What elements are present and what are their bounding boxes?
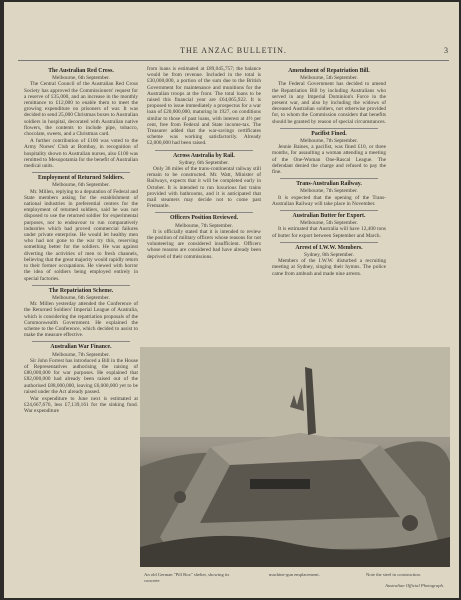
article-title: The Australian Red Cross. [48, 68, 114, 74]
article-employment [24, 175, 138, 281]
pillbox-photograph [140, 347, 450, 567]
article-title: Arrest of I.W.W. Members. [295, 244, 363, 251]
article-paragraph: Sir John Forrest has introduced a Bill in the House of Representatives authorising the raising of £80,000,000 for war purposes. He explained that £82,000,000 had already been raised out of the authorised £88,000,000, leaving £6,000,000 yet to be raised under the Act already passed. [24, 357, 138, 395]
article-title: Employment of Returned Soldiers. [38, 175, 124, 182]
article-divider [32, 341, 130, 342]
article-dateline: Melbourne, 5th September. [300, 75, 358, 82]
article-title: Pacifist Fined. [311, 130, 347, 137]
article-dateline: Melbourne, 7th September. [300, 188, 358, 195]
article-divider [155, 150, 253, 151]
article-war-finance-continued [147, 66, 261, 147]
header-rule [18, 60, 449, 61]
article-paragraph: The Central Council of the Australian Red Cross Society has approved the Commissioners' request for a reserve of £35,000, and an increase in the monthly remittance to £12,000 to enable them to meet the growing expenditure on prisoners of war. It was decided to send 25,000 Christmas boxes to Australian soldiers in hospital, decorated with Australian native flowers, the contents to include pipe, tobacco, chocolate, sweets, and a Christmas card. [24, 81, 138, 138]
article-paragraph: Mr. Millen yesterday attended the Conference of the Returned Soldiers' Imperial League of Australia, which is considering the repatriation proposals of the Commonwealth Government. He explained the scheme to the Conference, which decided to assist to make the measure effective. [24, 301, 138, 339]
article-divider [280, 128, 378, 129]
article-dateline: Melbourne, 7th September. [52, 351, 110, 358]
caption-middle: machine-gun emplacement. [269, 572, 320, 577]
article-officers [147, 215, 261, 259]
article-paragraph: War expenditure to June next is estimated at £24,667,676, less £7,139,161 for the sinking fund. War expenditure [24, 395, 138, 415]
article-paragraph: Members of the I.W.W. disturbed a recruiting meeting at Sydney, singing their hymns. The police came from ambush and made nine arrests. [272, 258, 386, 277]
article-dateline: Melbourne, 5th September. [300, 220, 358, 227]
article-dateline: Melbourne, 6th September. [52, 75, 110, 82]
article-divider [155, 212, 253, 213]
caption-left: An old German "Pill Box" shelter, showing its concrete [144, 572, 230, 583]
article-title: Australian War Finance. [50, 344, 112, 351]
newspaper-page [4, 2, 459, 598]
article-dateline: Sydney, 6th September. [179, 159, 229, 166]
article-paragraph: The Federal Government has decided to amend the Repatriation Bill by including Australians who served in any Imperial Dominion's Force in the present war, and also by including the widows of deceased Australian soldiers, not otherwise provided for, to whom the Commission considers that benefits should be granted by reason of special circumstances. [272, 81, 386, 125]
article-title: Officers Position Reviewed. [169, 215, 239, 222]
article-paragraph: It is expected that the opening of the Trans-Australian Railway will take place in November. [272, 194, 386, 207]
article-dateline: Melbourne, 7th September. [300, 138, 358, 145]
article-paragraph: from loans is estimated at £89,045,757; the balance would be from revenue. Included in the total is £30,000,000, a portion of the sum due to the British Government for maintenance and munitions for the Australian troops at the front. The total loans to be raised this financial year are £64,065,922. It is proposed to issue immediately a prospectus for a war loan of £20,000,000, maturing in 1927, on conditions similar to those of past loans, with interest at 4½ per cent, free from Federal and State income-tax. The Treasurer added that the war-savings certificates scheme was working satisfactorily. Already £2,000,000 had been raised. [147, 66, 261, 147]
article-title: The Repatriation Scheme. [48, 287, 114, 294]
article-repatriation-scheme [24, 288, 138, 339]
article-dateline: Sydney, 8th September. [304, 252, 354, 259]
column-2 [147, 66, 261, 344]
photo-credit: Australian Official Photograph. [385, 583, 444, 588]
photo-illustration [140, 347, 450, 567]
article-dateline: Melbourne, 7th September. [175, 222, 233, 229]
article-paragraph: Jennie Baines, a pacifist, was fined £10, or three months, for assaulting a woman attending a meeting of the One-Woman One-Rascal League. The defendant denied the charge and refused to pay the fine. [272, 144, 386, 176]
page-number: 3 [444, 46, 449, 55]
article-trans-railway [272, 181, 386, 207]
caption-right: Note the steel in construction. [366, 572, 421, 577]
article-title: Australian Butter for Export. [292, 213, 366, 220]
article-war-finance [24, 344, 138, 414]
article-butter [272, 213, 386, 239]
article-paragraph: Only 36 miles of the trans-continental railway still remain to be constructed. Mr. Watt, Minister of Railways, expects that it will be completed early in October. It is intended to run luxurious fast trains provided with bathrooms, and it is anticipated that mail steamers may decide not to come past Fremantle. [147, 166, 261, 210]
article-rail [147, 153, 261, 210]
page-header [18, 46, 449, 60]
article-paragraph: A further contribution of £100 was voted to the Army Nurses' Club at Bombay, in recognition of hospitality shown to Australian nurses, also £100 was remitted to Mesopotamia for the benefit of Australian medical units. [24, 138, 138, 170]
article-divider [32, 172, 130, 173]
article-pacifist [272, 131, 386, 175]
article-divider [280, 242, 378, 243]
article-divider [32, 285, 130, 286]
article-dateline: Melbourne, 6th September. [52, 294, 110, 301]
article-red-cross [24, 68, 138, 169]
article-iww [272, 245, 386, 277]
article-paragraph: Mr. Millen, replying to a deputation of Federal and State members asking for the establishment of national industries in preferential centres for the employment of returned soldiers, said he was not disposed to use the returned soldier for experimental purposes, nor to endeavour to run comparatively industries which had proved commercial failures under private enterprise. He would let healthy men who had not gone to the war try this, reserving something better for the soldiers. He was against diverting the activities of men to fresh channels, believing that the great majority would rapidly return to their former occupations. He viewed with horror the idea of soldiers being employed entirely in special factories. [24, 188, 138, 282]
article-title: Across Australia by Rail. [173, 152, 235, 159]
article-paragraph: It is estimated that Australia will have 12,400 tons of butter for export between September and March. [272, 226, 386, 239]
article-dateline: Melbourne, 6th September. [52, 182, 110, 189]
article-title: Amendment of Repatriation Bill. [288, 68, 370, 74]
publication-title: THE ANZAC BULLETIN. [180, 46, 287, 55]
article-divider [280, 210, 378, 211]
column-1 [24, 66, 138, 588]
article-title: Trans-Australian Railway. [296, 181, 362, 188]
article-paragraph: It is officially stated that it is intended to review the position of military officers whose reasons for not volunteering are considered insufficient. Officers whose reasons are considered bad have already been deprived of their commissions. [147, 228, 261, 260]
column-3 [272, 66, 386, 344]
article-amendment [272, 68, 386, 125]
article-divider [280, 178, 378, 179]
